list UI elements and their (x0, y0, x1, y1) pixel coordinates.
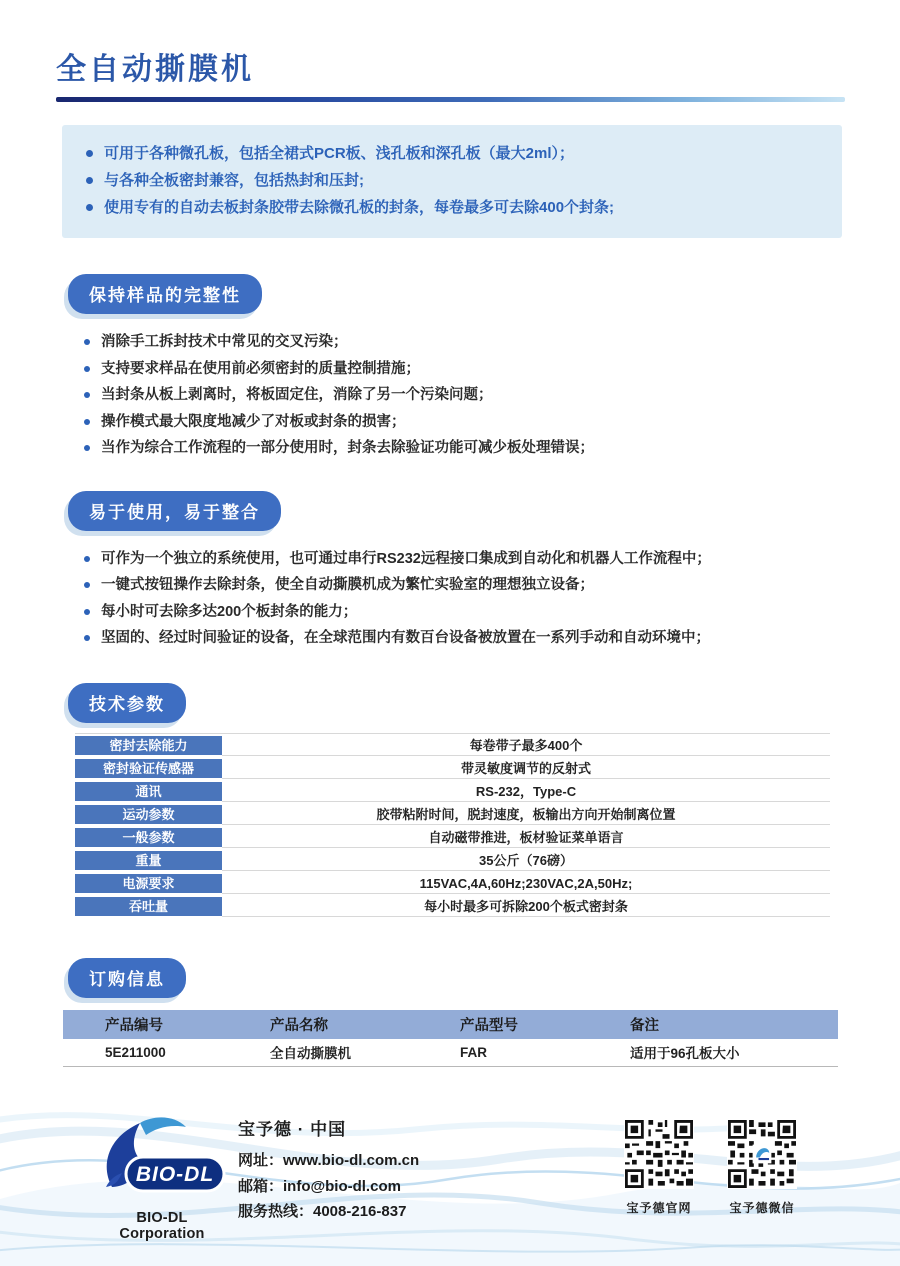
spec-value: 带灵敏度调节的反射式 (222, 759, 830, 779)
bullet-dot-icon (84, 392, 90, 398)
order-info-table (63, 1010, 838, 1067)
column-header: 产品名称 (270, 1017, 328, 1034)
table-row (75, 828, 830, 849)
section-badge-order-info: 订购信息 (68, 958, 186, 998)
bullet-dot-icon (84, 339, 90, 345)
spec-label: 通讯 (75, 782, 222, 801)
table-row (75, 736, 830, 757)
table-row (75, 805, 830, 826)
email-line: 邮箱：info@bio-dl.com (238, 1177, 401, 1195)
page-footer (0, 1081, 900, 1266)
spec-value: 每小时最多可拆除200个板式密封条 (222, 897, 830, 917)
table-row (75, 782, 830, 803)
list-item-text: 坚固的、经过时间验证的设备，在全球范围内有数百台设备被放置在一系列手动和自动环境中； (101, 630, 710, 646)
bullet-dot-icon (86, 204, 93, 211)
intro-bullet-text: 与各种全板密封兼容，包括热封和压封; (104, 172, 364, 189)
table-row (63, 1039, 838, 1067)
table-row (75, 874, 830, 895)
spec-label: 吞吐量 (75, 897, 222, 916)
intro-bullet (86, 194, 820, 221)
intro-bullet-text: 使用专有的自动去板封条胶带去除微孔板的封条，每卷最多可去除400个封条; (104, 199, 615, 216)
bullet-dot-icon (84, 609, 90, 615)
qr-code-wechat-icon (727, 1119, 797, 1189)
list-item (84, 625, 830, 652)
list-item (84, 435, 830, 462)
intro-bullet (86, 167, 820, 194)
spec-label: 密封去除能力 (75, 736, 222, 755)
qr-website (624, 1119, 694, 1216)
bullet-dot-icon (84, 445, 90, 451)
spec-label: 重量 (75, 851, 222, 870)
spec-value: 35公斤（76磅） (222, 851, 830, 871)
tech-specs-table (75, 733, 830, 918)
section-badge-sample-integrity: 保持样品的完整性 (68, 274, 262, 314)
list-item-text: 消除手工拆封技术中常见的交叉污染； (101, 334, 348, 350)
qr-code-website-icon (624, 1119, 694, 1189)
bullet-dot-icon (86, 177, 93, 184)
sample-integrity-list (84, 329, 830, 462)
list-item-text: 每小时可去除多达200个板封条的能力； (101, 603, 358, 620)
bio-dl-logo-icon (96, 1115, 228, 1203)
spec-value: 胶带粘附时间，脱封速度，板输出方向开始制离位置 (222, 805, 830, 825)
title-underline (56, 97, 845, 102)
intro-highlight-box (62, 125, 842, 238)
spec-value: 每卷带子最多400个 (222, 736, 830, 756)
list-item (84, 572, 830, 599)
list-item-text: 当封条从板上剥离时，将板固定住，消除了另一个污染问题； (101, 387, 493, 403)
section-badge-tech-specs: 技术参数 (68, 683, 186, 723)
hotline-line: 服务热线：4008-216-837 (238, 1203, 407, 1220)
column-header: 备注 (630, 1017, 659, 1034)
bullet-dot-icon (84, 419, 90, 425)
product-name: 全自动撕膜机 (270, 1046, 351, 1061)
product-code: 5E211000 (105, 1044, 166, 1060)
spec-label: 运动参数 (75, 805, 222, 824)
brand-name-cn: 宝予德 · 中国 (238, 1120, 347, 1139)
table-row (75, 897, 830, 918)
intro-bullet-text: 可用于各种微孔板，包括全裙式PCR板、浅孔板和深孔板（最大2ml）； (104, 145, 575, 162)
company-name: BIO-DL Corporation (119, 1210, 205, 1242)
bullet-dot-icon (84, 556, 90, 562)
bullet-dot-icon (84, 366, 90, 372)
list-item-text: 操作模式最大限度地减少了对板或封条的损害； (101, 413, 406, 430)
table-row (75, 759, 830, 780)
bullet-dot-icon (84, 635, 90, 641)
website-line: 网址：www.bio-dl.com.cn (238, 1152, 420, 1169)
list-item (84, 329, 830, 356)
intro-bullet (86, 140, 820, 167)
section-badge-easy-use: 易于使用，易于整合 (68, 491, 281, 531)
product-model: FAR (460, 1044, 487, 1060)
page-title: 全自动撕膜机 (56, 53, 254, 86)
list-item (84, 356, 830, 383)
contact-info (238, 1115, 419, 1224)
bullet-dot-icon (86, 150, 93, 157)
qr-label: 宝予德微信 (729, 1201, 795, 1215)
logo-text: BIO-DL (135, 1163, 215, 1186)
bullet-dot-icon (84, 582, 90, 588)
spec-value: 115VAC,4A,60Hz;230VAC,2A,50Hz; (222, 874, 830, 894)
spec-label: 一般参数 (75, 828, 222, 847)
list-item-text: 支持要求样品在使用前必须密封的质量控制措施； (101, 360, 420, 377)
easy-use-list (84, 546, 830, 652)
company-logo (92, 1115, 232, 1242)
list-item (84, 599, 830, 626)
qr-wechat (727, 1119, 797, 1216)
list-item-text: 可作为一个独立的系统使用，也可通过串行RS232远程接口集成到自动化和机器人工作流程中； (101, 550, 711, 567)
product-note: 适用于96孔板大小 (630, 1046, 740, 1061)
spec-label: 电源要求 (75, 874, 222, 893)
table-header-row (63, 1010, 838, 1039)
list-item (84, 546, 830, 573)
table-row (75, 851, 830, 872)
column-header: 产品型号 (460, 1017, 518, 1034)
qr-label: 宝予德官网 (626, 1201, 692, 1215)
spec-value: RS-232，Type-C (222, 782, 830, 802)
spec-label: 密封验证传感器 (75, 759, 222, 778)
column-header: 产品编号 (105, 1017, 163, 1034)
list-item (84, 409, 830, 436)
list-item (84, 382, 830, 409)
list-item-text: 当作为综合工作流程的一部分使用时，封条去除验证功能可减少板处理错误； (101, 440, 594, 456)
list-item-text: 一键式按钮操作去除封条，使全自动撕膜机成为繁忙实验室的理想独立设备； (101, 577, 594, 593)
spec-value: 自动磁带推进，板材验证菜单语言 (222, 828, 830, 848)
